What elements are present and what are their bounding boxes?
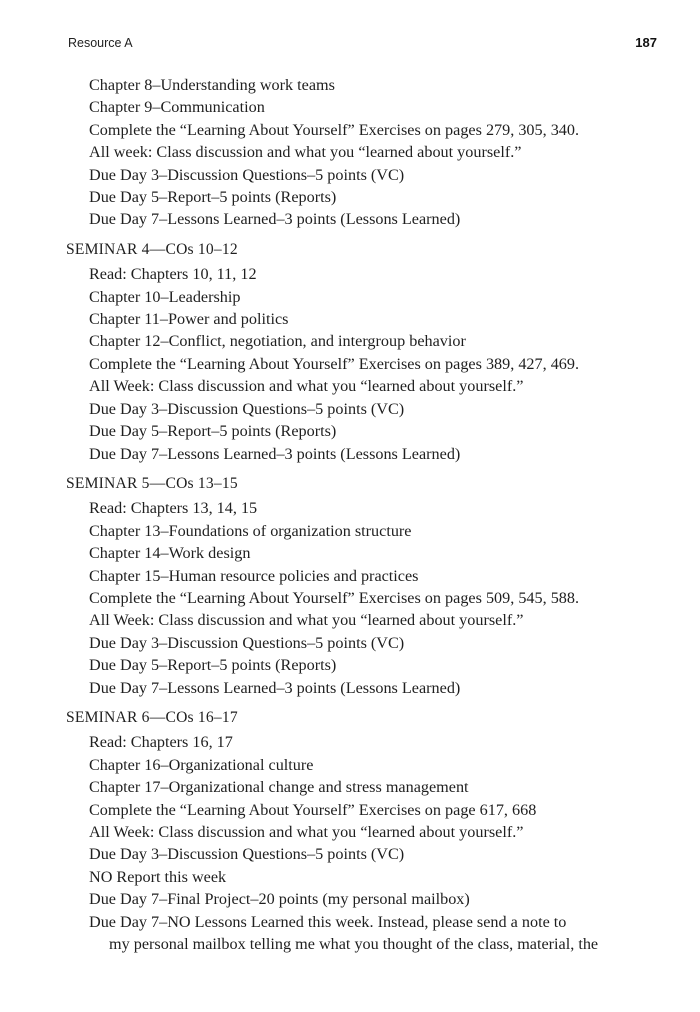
list-item: Chapter 8–Understanding work teams [89, 76, 335, 94]
list-item: Complete the “Learning About Yourself” Exercises on pages 509, 545, 588. [89, 588, 580, 607]
section-heading: SEMINAR 5—COs 13–15 [66, 474, 238, 492]
list-item: Due Day 7–Lessons Learned–3 points (Lessons Learned) [89, 444, 461, 463]
list-item: Due Day 5–Report–5 points (Reports) [89, 422, 337, 441]
list-item: NO Report this week [89, 867, 227, 886]
list-item: Due Day 7–Lessons Learned–3 points (Lessons Learned) [89, 678, 461, 697]
list-item: Chapter 13–Foundations of organization structure [89, 521, 412, 540]
list-item: Due Day 3–Discussion Questions–5 points (VC) [89, 165, 405, 184]
list-item: Due Day 5–Report–5 points (Reports) [89, 188, 337, 207]
list-item: Chapter 12–Conflict, negotiation, and intergroup behavior [89, 332, 466, 351]
list-item: Chapter 9–Communication [89, 98, 265, 117]
list-item: Read: Chapters 10, 11, 12 [89, 265, 257, 284]
list-item-continuation: my personal mailbox telling me what you thought of the class, material, the [109, 935, 599, 954]
list-item: Read: Chapters 13, 14, 15 [89, 499, 258, 518]
list-item: Due Day 5–Report–5 points (Reports) [89, 656, 337, 675]
list-item: All week: Class discussion and what you “learned about yourself.” [89, 143, 522, 162]
seminar-6 [0, 707, 700, 955]
list-item: Due Day 3–Discussion Questions–5 points (VC) [89, 633, 405, 652]
list-item: Due Day 3–Discussion Questions–5 points (VC) [89, 399, 405, 418]
list-item: All Week: Class discussion and what you “learned about yourself.” [89, 377, 524, 396]
list-item: Complete the “Learning About Yourself” Exercises on page 617, 668 [89, 800, 537, 819]
seminar-3-continuation [0, 74, 700, 231]
list-item: Chapter 11–Power and politics [89, 310, 289, 329]
page-body [0, 74, 700, 955]
list-item: Complete the “Learning About Yourself” Exercises on pages 279, 305, 340. [89, 120, 580, 139]
list-item: Chapter 17–Organizational change and stress management [89, 778, 469, 797]
list-item: Read: Chapters 16, 17 [89, 733, 233, 752]
list-item: Chapter 14–Work design [89, 544, 251, 563]
list-item: Due Day 7–NO Lessons Learned this week. Instead, please send a note to [89, 912, 567, 931]
list-item: Chapter 16–Organizational culture [89, 755, 314, 774]
seminar-5 [0, 473, 700, 699]
page-number: 187 [635, 35, 657, 50]
section-heading: SEMINAR 6—COs 16–17 [66, 708, 238, 726]
list-item: Due Day 7–Lessons Learned–3 points (Lessons Learned) [89, 210, 461, 229]
section-heading: SEMINAR 4—COs 10–12 [66, 240, 238, 258]
list-item: Complete the “Learning About Yourself” Exercises on pages 389, 427, 469. [89, 354, 580, 373]
seminar-4 [0, 239, 700, 465]
list-item: All Week: Class discussion and what you “learned about yourself.” [89, 823, 524, 841]
list-item: Due Day 3–Discussion Questions–5 points (VC) [89, 845, 405, 864]
list-item: All Week: Class discussion and what you “learned about yourself.” [89, 611, 524, 630]
list-item: Chapter 15–Human resource policies and practices [89, 566, 419, 585]
list-item: Due Day 7–Final Project–20 points (my personal mailbox) [89, 890, 470, 909]
list-item: Chapter 10–Leadership [89, 287, 241, 306]
running-head: Resource A [68, 36, 133, 50]
